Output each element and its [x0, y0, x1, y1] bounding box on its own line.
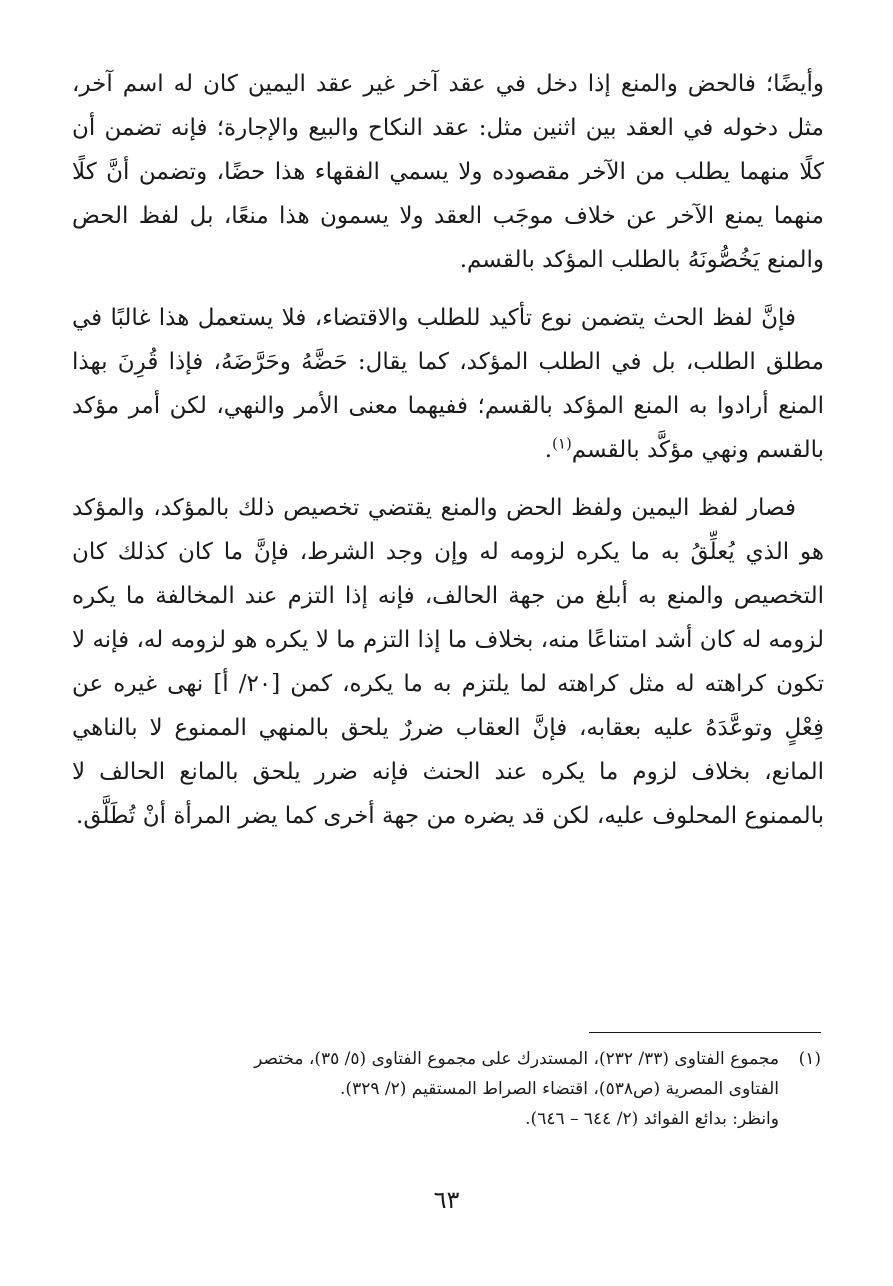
paragraph-3: فصار لفظ اليمين ولفظ الحض والمنع يقتضي تخصيص ذلك بالمؤكد، والمؤكد هو الذي يُعلِّقُ به ما يكره لزومه له وإن وجد الشرط، فإنَّ ما كان كذلك كان التخصيص والمنع به أبلغ من جهة الحالف، فإنه إذا التزم عند المخالفة ما يكره لزومه له كان أشد امتناعًا منه، بخلاف ما إذا التزم ما لا يكره هو لزومه له، فإنه لا تكون كراهته له مثل كراهته لما يلتزم به ما يكره، كمن [٢٠/ أ] نهى غيره عن فِعْلٍ وتوعَّدَهُ عليه بعقابه، فإنَّ العقاب ضررٌ يلحق بالمنهي الممنوع لا بالناهي المانع، بخلاف لزوم ما يكره عند الحنث فإنه ضرر يلحق بالمانع الحالف لا بالممنوع المحلوف عليه، لكن قد يضره من جهة أخرى كما يضر المرأة أنْ تُطَلَّق.	[72, 495, 824, 829]
footnote-line: الفتاوى المصرية (ص٥٣٨)، اقتضاء الصراط المستقيم (٢/ ٣٢٩).	[340, 1079, 779, 1099]
footnote-divider	[589, 1032, 821, 1033]
footnote-1	[69, 1044, 821, 1134]
paragraph-1: وأيضًا؛ فالحض والمنع إذا دخل في عقد آخر غير عقد اليمين كان له اسم آخر، مثل دخوله في العقد بين اثنين مثل: عقد النكاح والبيع والإجارة؛ فإنه تضمن أن كلًا منهما يطلب من الآخر مقصوده ولا يسمي الفقهاء هذا حضًا، وتضمن أنَّ كلًا منهما يمنع الآخر عن خلاف موجَب العقد ولا يسمون هذا منعًا، بل لفظ الحض والمنع يَخُصُّونَهُ بالطلب المؤكد بالقسم.	[72, 71, 824, 273]
footnote-line: مجموع الفتاوى (٣٣/ ٢٣٢)، المستدرك على مجموع الفتاوى (٥/ ٣٥)، مختصر	[254, 1049, 779, 1069]
footnotes	[69, 1044, 821, 1134]
footnote-number: (١)	[798, 1049, 821, 1069]
paragraph-2-text: فإنَّ لفظ الحث يتضمن نوع تأكيد للطلب والاقتضاء، فلا يستعمل هذا غالبًا في مطلق الطلب، بل في الطلب المؤكد، كما يقال: حَضَّهُ وحَرَّضَهُ، فإذا قُرِنَ بهذا المنع أرادوا به المنع المؤكد بالقسم؛ ففيهما معنى الأمر والنهي، لكن أمر مؤكد بالقسم ونهي مؤكَّد بالقسم	[72, 305, 824, 463]
paragraph-2-end: .	[544, 437, 553, 463]
main-text	[72, 62, 824, 852]
footnote-reference[interactable]: (١)	[552, 434, 572, 453]
paragraph-2	[72, 296, 824, 472]
footnote-text	[69, 1044, 779, 1134]
footnote-line: وانظر: بدائع الفوائد (٢/ ٦٤٤ – ٦٤٦).	[525, 1109, 779, 1129]
page-number: ٦٣	[433, 1186, 460, 1214]
